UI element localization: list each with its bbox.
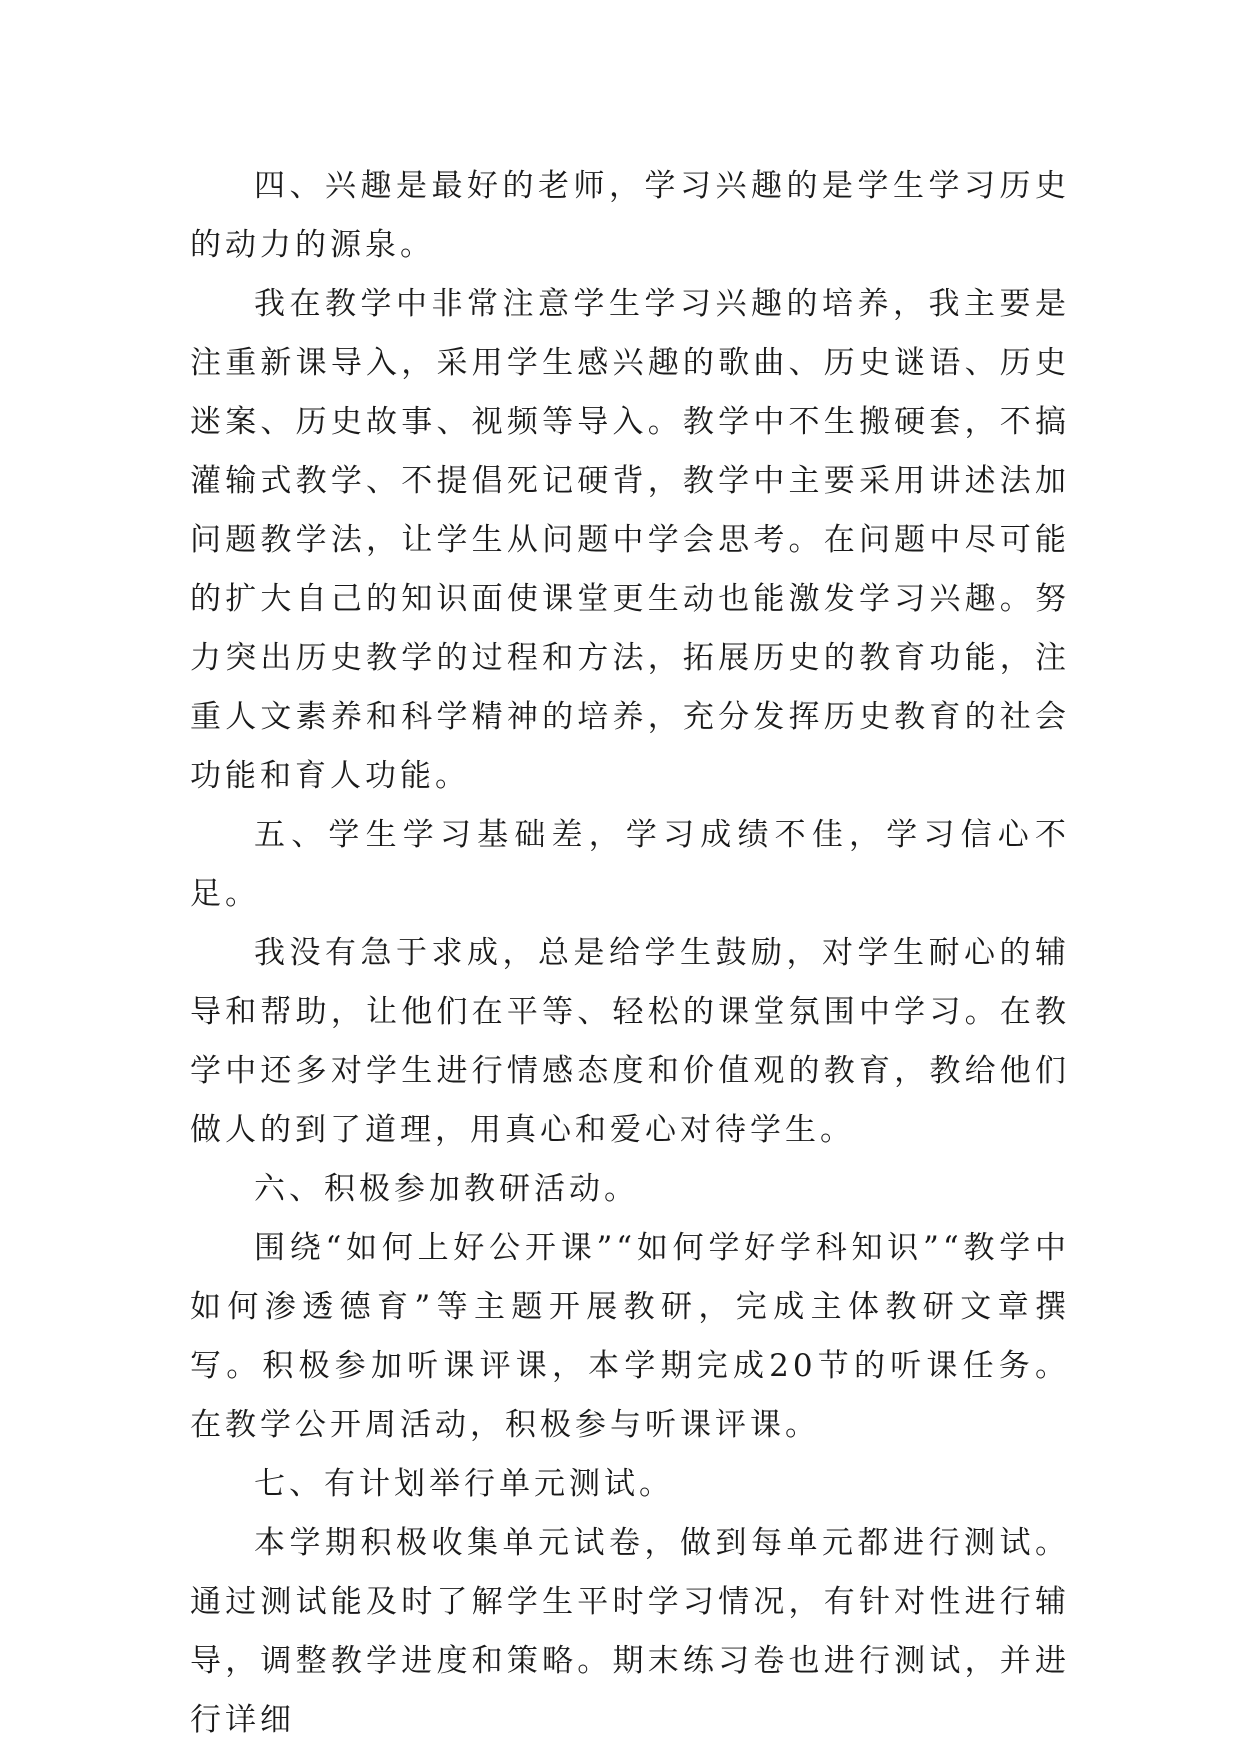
section-heading-4: 四、兴趣是最好的老师，学习兴趣的是学生学习历史的动力的源泉。 — [190, 168, 1070, 263]
section-heading-5: 五、学生学习基础差，学习成绩不佳，学习信心不足。 — [190, 817, 1070, 912]
paragraph-interest: 我在教学中非常注意学生学习兴趣的培养，我主要是注重新课导入，采用学生感兴趣的歌曲、历史谜语、历史迷案、历史故事、视频等导入。教学中不生搬硬套，不搞灌输式教学、不提倡死记硬背，教学中主要采用讲述法加问题教学法，让学生从问题中学会思考。在问题中尽可能的扩大自己的知识面使课堂更生动也能激发学习兴趣。努力突出历史教学的过程和方法，拓展历史的教育功能，注重人文素养和科学精神的培养，充分发挥历史教育的社会功能和育人功能。 — [190, 286, 1070, 794]
paragraph-unit-tests: 本学期积极收集单元试卷，做到每单元都进行测试。通过测试能及时了解学生平时学习情况，有针对性进行辅导，调整教学进度和策略。期末练习卷也进行测试，并进行详细 — [190, 1525, 1070, 1738]
section-heading-6: 六、积极参加教研活动。 — [254, 1171, 639, 1207]
document-body — [190, 157, 1070, 1750]
section-heading-7: 七、有计划举行单元测试。 — [254, 1466, 674, 1502]
paragraph-teaching-research: 围绕“如何上好公开课”“如何学好学科知识”“教学中如何渗透德育”等主题开展教研，完成主体教研文章撰写。积极参加听课评课，本学期完成20节的听课任务。在教学公开周活动，积极参与听课评课。 — [190, 1230, 1070, 1443]
paragraph-encouragement: 我没有急于求成，总是给学生鼓励，对学生耐心的辅导和帮助，让他们在平等、轻松的课堂氛围中学习。在教学中还多对学生进行情感态度和价值观的教育，教给他们做人的到了道理，用真心和爱心对待学生。 — [190, 935, 1070, 1148]
